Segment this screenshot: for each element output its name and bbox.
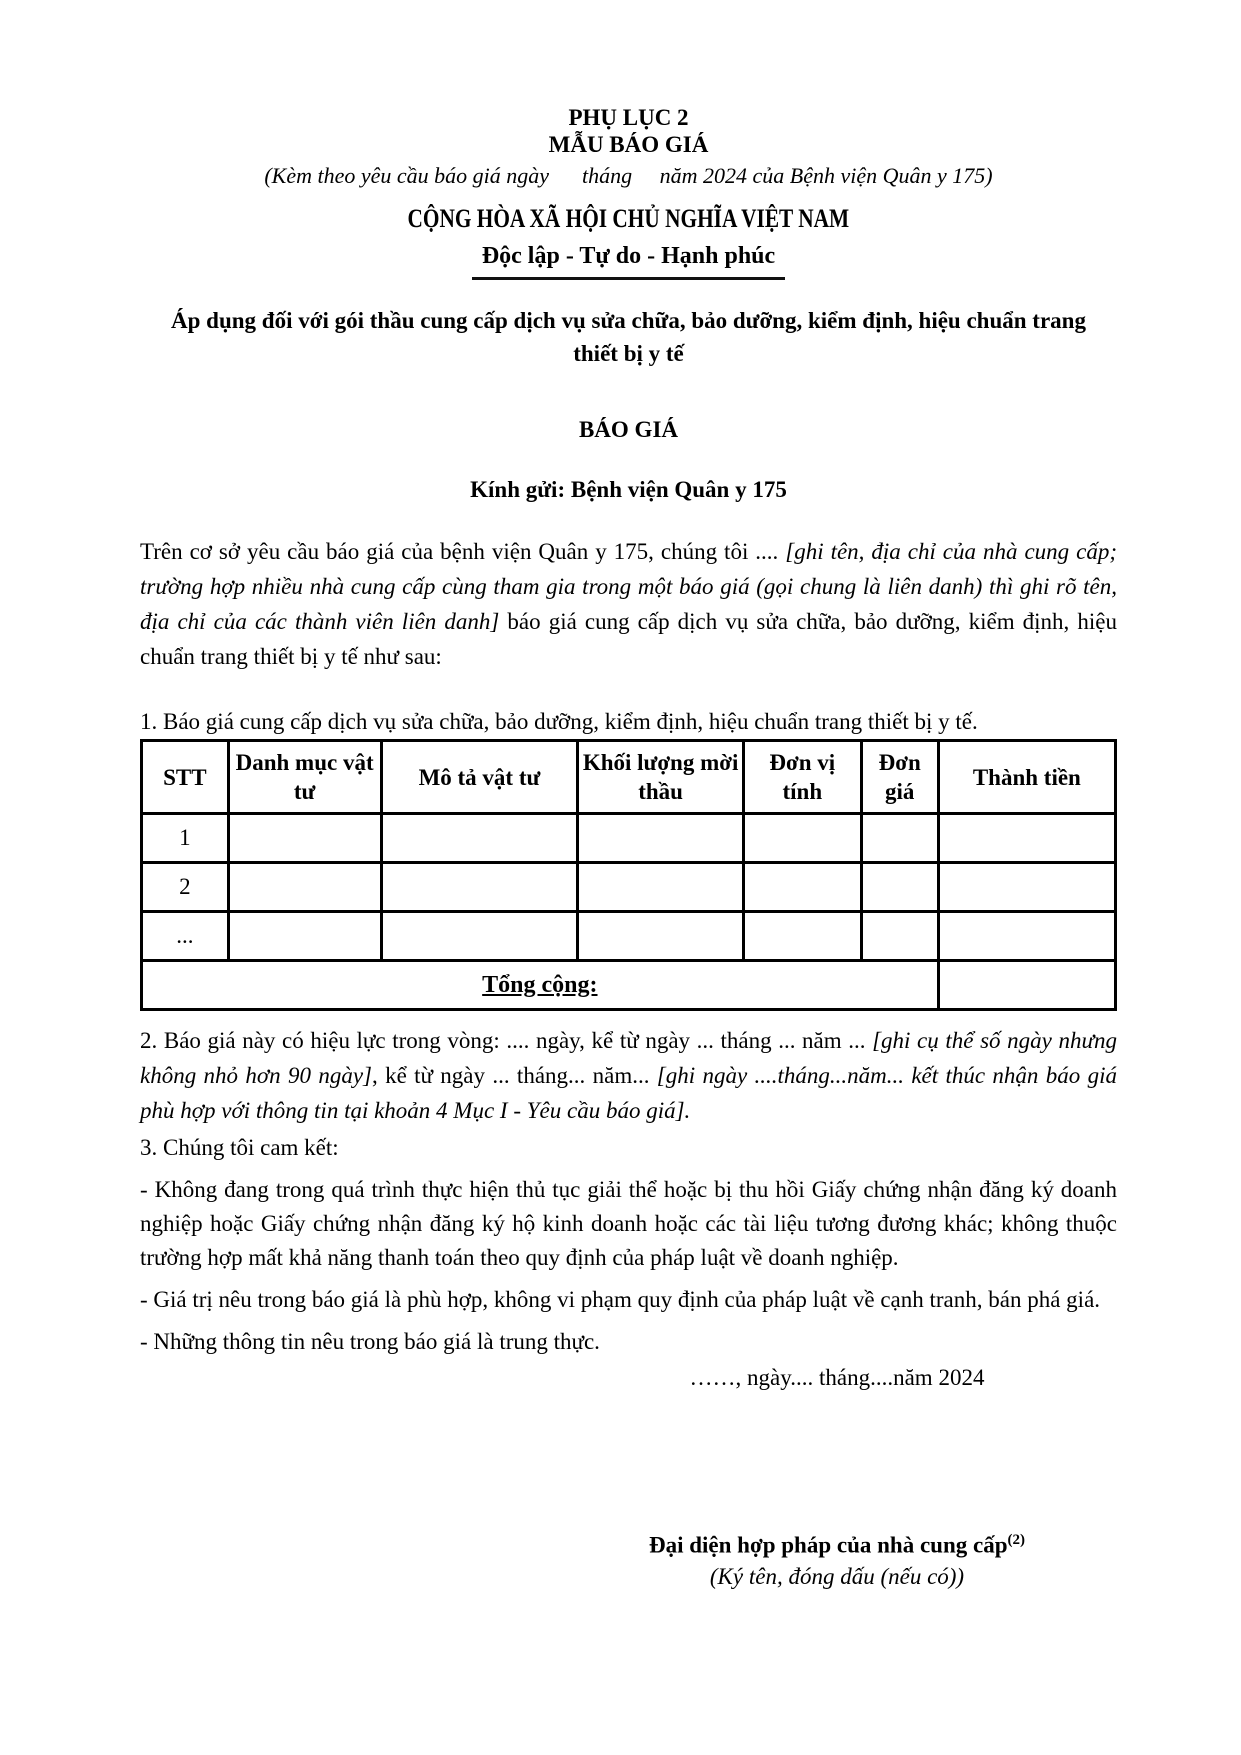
commitment-3: - Những thông tin nêu trong báo giá là trung thực. — [140, 1329, 600, 1354]
scope-note: Áp dụng đối với gói thầu cung cấp dịch vụ sửa chữa, bảo dưỡng, kiểm định, hiệu chuẩn trang thiết bị y tế — [171, 308, 1086, 366]
table-cell — [578, 863, 744, 912]
table-cell — [743, 863, 861, 912]
signature-title-superscript: (2) — [1007, 1532, 1025, 1548]
date-line: ……, ngày.... tháng....năm 2024 — [689, 1365, 985, 1390]
table-cell — [861, 863, 938, 912]
table-row-ellipsis — [142, 912, 1116, 961]
header-cell-danh-muc: Danh mục vật tư — [228, 741, 381, 814]
national-header-text: CỘNG HÒA XÃ HỘI CHỦ NGHĨA VIỆT NAM — [407, 204, 850, 233]
recipient-line: Kính gửi: Bệnh viện Quân y 175 — [470, 477, 787, 502]
section3-heading: 3. Chúng tôi cam kết: — [140, 1135, 339, 1160]
header-cell-don-vi: Đơn vị tính — [743, 741, 861, 814]
table-cell — [578, 912, 744, 961]
signature-title-text: Đại diện hợp pháp của nhà cung cấp — [649, 1532, 1008, 1558]
table-cell — [938, 863, 1115, 912]
commitment-2: - Giá trị nêu trong báo giá là phù hợp, không vi phạm quy định của pháp luật về cạnh tranh, bán phá giá. — [140, 1287, 1101, 1312]
table-cell — [228, 863, 381, 912]
header-cell-thanh-tien: Thành tiền — [938, 741, 1115, 814]
signature-title — [557, 1525, 1117, 1561]
header-cell-don-gia: Đơn giá — [861, 741, 938, 814]
table-cell: 2 — [142, 863, 229, 912]
table-cell — [743, 814, 861, 863]
header-cell-stt: STT — [142, 741, 229, 814]
section2-paragraph: 2. Báo giá này có hiệu lực trong vòng: .... ngày, kể từ ngày ... tháng ... năm ... [ghi cụ thể số ngày nhưng không nhỏ hơn 90 ngày], kể từ ngày ... tháng... năm... [ghi ngày ....tháng...năm... kết thúc nhận báo giá phù hợp với thông tin tại khoản 4 Mục I - Yêu cầu báo giá]. — [140, 1028, 1117, 1123]
table-cell — [381, 912, 578, 961]
signature-note: (Ký tên, đóng dấu (nếu có)) — [709, 1563, 965, 1589]
national-motto — [140, 241, 1117, 280]
national-header — [140, 204, 1117, 235]
table-cell — [861, 912, 938, 961]
total-value-cell — [938, 961, 1115, 1010]
table-cell — [578, 814, 744, 863]
table-row-2 — [142, 863, 1116, 912]
national-motto-text: Độc lập - Tự do - Hạnh phúc — [472, 241, 785, 280]
table-cell — [228, 912, 381, 961]
table-cell — [938, 912, 1115, 961]
header-cell-mo-ta: Mô tả vật tư — [381, 741, 578, 814]
total-label-cell: Tổng cộng: — [142, 961, 939, 1010]
section1-heading: 1. Báo giá cung cấp dịch vụ sửa chữa, bảo dưỡng, kiểm định, hiệu chuẩn trang thiết bị y tế. — [140, 709, 978, 734]
commitment-1: - Không đang trong quá trình thực hiện thủ tục giải thể hoặc bị thu hồi Giấy chứng nhận đăng ký doanh nghiệp hoặc Giấy chứng nhận đăng ký hộ kinh doanh hoặc các tài liệu tương đương khác; không thuộc trường hợp mất khả năng thanh toán theo quy định của pháp luật về doanh nghiệp. — [140, 1177, 1117, 1270]
table-row-1 — [142, 814, 1116, 863]
intro-paragraph: Trên cơ sở yêu cầu báo giá của bệnh viện Quân y 175, chúng tôi .... [ghi tên, địa chỉ của nhà cung cấp; trường hợp nhiều nhà cung cấp cùng tham gia trong một báo giá (gọi chung là liên danh) thì ghi rõ tên, địa chỉ của các thành viên liên danh] báo giá cung cấp dịch vụ sửa chữa, bảo dưỡng, kiểm định, hiệu chuẩn trang thiết bị y tế như sau: — [140, 539, 1117, 669]
quotation-table — [140, 739, 1117, 1011]
table-cell — [381, 863, 578, 912]
signature-block — [557, 1525, 1117, 1593]
form-label: MẪU BÁO GIÁ — [548, 132, 709, 157]
appendix-label: PHỤ LỤC 2 — [568, 105, 689, 130]
table-cell — [743, 912, 861, 961]
attachment-note: (Kèm theo yêu cầu báo giá ngày tháng năm 2024 của Bệnh viện Quân y 175) — [264, 163, 993, 188]
table-cell — [861, 814, 938, 863]
table-cell — [228, 814, 381, 863]
table-header-row — [142, 741, 1116, 814]
table-cell — [381, 814, 578, 863]
table-cell — [938, 814, 1115, 863]
table-cell: 1 — [142, 814, 229, 863]
date-signature-area — [557, 1363, 1117, 1593]
document-title: BÁO GIÁ — [578, 417, 679, 442]
table-total-row — [142, 961, 1116, 1010]
header-cell-khoi-luong: Khối lượng mời thầu — [578, 741, 744, 814]
table-cell: ... — [142, 912, 229, 961]
